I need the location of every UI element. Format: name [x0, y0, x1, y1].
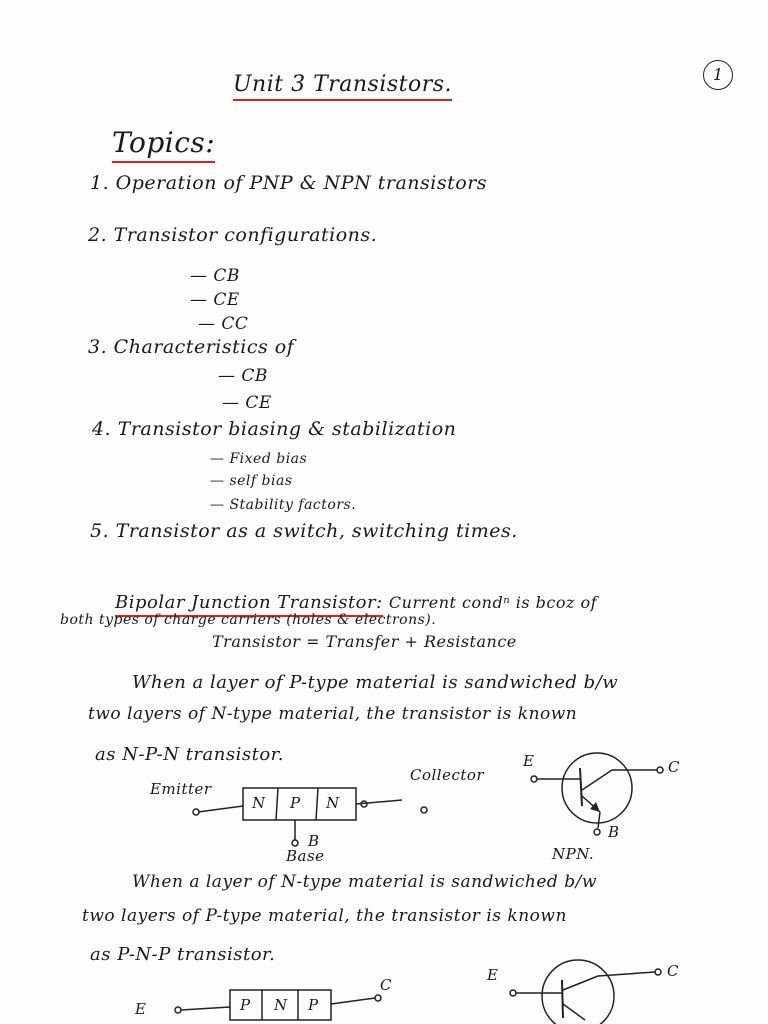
- topic-item-5: 5. Transistor as a switch, switching times.: [90, 520, 518, 542]
- pnp-symbol-c: C: [667, 962, 679, 980]
- topics-heading: Topics:: [112, 126, 215, 163]
- npn-symbol-b: B: [608, 823, 620, 841]
- npn-b-label: B: [308, 832, 320, 850]
- pnp-layer-p2: P: [308, 996, 319, 1014]
- page-number: 1: [703, 60, 733, 90]
- pnp-text-line2: two layers of P-type material, the transistor is known: [82, 906, 567, 926]
- bjt-heading: Bipolar Junction Transistor:: [115, 592, 383, 617]
- pnp-text-line3: as P-N-P transistor.: [90, 944, 276, 965]
- bjt-line1-rest: Current condⁿ is bcoz of: [388, 593, 598, 612]
- pnp-layer-p1: P: [240, 996, 251, 1014]
- pnp-c-label: C: [380, 976, 392, 994]
- bias-self: — self bias: [210, 473, 293, 489]
- npn-symbol-e: E: [523, 752, 535, 770]
- topic-item-2: 2. Transistor configurations.: [88, 224, 378, 246]
- bias-fixed: — Fixed bias: [210, 451, 308, 467]
- pnp-e-label: E: [135, 1000, 147, 1018]
- bjt-line3: Transistor = Transfer + Resistance: [212, 632, 517, 651]
- npn-symbol-c: C: [668, 758, 680, 776]
- config-cb: — CB: [190, 266, 240, 286]
- config-ce: — CE: [190, 290, 240, 310]
- npn-layer-p: P: [290, 794, 301, 812]
- npn-base-label: Base: [286, 847, 325, 865]
- npn-collector-label: Collector: [410, 766, 485, 784]
- topic-item-3: 3. Characteristics of: [88, 336, 295, 358]
- npn-layer-n1: N: [252, 794, 266, 812]
- pnp-text-line1: When a layer of N-type material is sandwiched b/w: [132, 872, 597, 892]
- topic-item-4: 4. Transistor biasing & stabilization: [92, 418, 457, 440]
- npn-text-line1: When a layer of P-type material is sandwiched b/w: [132, 672, 619, 693]
- bias-stability: — Stability factors.: [210, 497, 357, 513]
- page-title: Unit 3 Transistors.: [233, 72, 452, 101]
- npn-emitter-label: Emitter: [150, 780, 212, 798]
- npn-layer-n2: N: [326, 794, 340, 812]
- bjt-line2: both types of charge carriers (holes & electrons).: [60, 612, 437, 628]
- char-ce: — CE: [222, 393, 272, 413]
- pnp-layer-n: N: [274, 996, 288, 1014]
- npn-text-line2: two layers of N-type material, the transistor is known: [88, 704, 578, 724]
- config-cc: — CC: [198, 314, 249, 334]
- npn-text-line3: as N-P-N transistor.: [95, 744, 285, 765]
- pnp-symbol-e: E: [487, 966, 499, 984]
- char-cb: — CB: [218, 366, 268, 386]
- npn-caption: NPN.: [552, 845, 595, 863]
- topic-item-1: 1. Operation of PNP & NPN transistors: [90, 172, 488, 194]
